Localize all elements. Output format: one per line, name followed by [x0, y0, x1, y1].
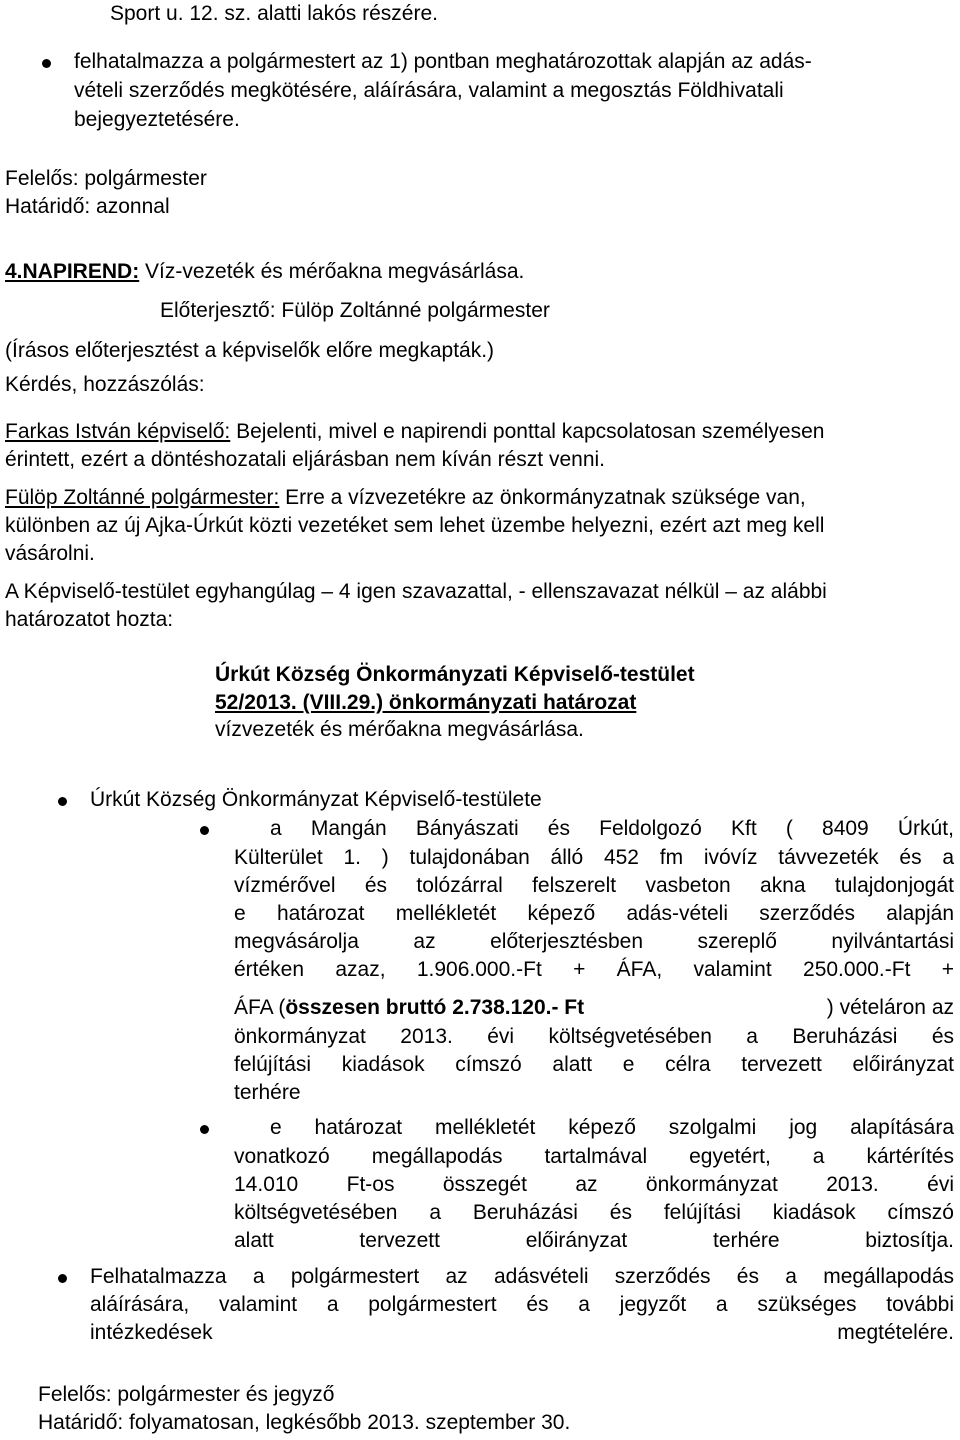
speaker-paragraph-line: különben az új Ajka-Úrkút közti vezetéket sem lehet üzembe helyezni, ezért azt meg kell [5, 514, 825, 537]
bullet-icon [42, 59, 51, 68]
bullet-icon [200, 1125, 209, 1134]
deadline-line: Határidő: azonnal [5, 195, 170, 218]
sub-bullet-paragraph: Külterület 1. ) tulajdonában álló 452 fm ivóvíz távvezeték és a vízmérővel és tolózárral felszerelt vasbeton akna tulajdonjogát e határozat mellékletét képező adás-vételi szerződés alapján megvásárolja az előterjesztésben szereplő nyilvántartási értéken azaz, 1.906.000.-Ft + ÁFA, valamint 250.000.-Ft + [234, 846, 954, 981]
bullet-text-line: bejegyeztetésére. [74, 108, 240, 131]
vote-line: A Képviselő-testület egyhangúlag – 4 igen szavazattal, - ellenszavazat nélkül – az alábbi [5, 580, 827, 603]
resolution-body: Úrkút Község Önkormányzati Képviselő-testület [215, 663, 695, 686]
speaker-paragraph-line: Fülöp Zoltánné polgármester: Erre a vízvezetékre az önkormányzatnak szüksége van, [5, 486, 806, 509]
note-line: (Írásos előterjesztést a képviselők előre megkapták.) [5, 339, 495, 362]
speaker-name: Farkas István képviselő: [5, 420, 231, 443]
total-amount: összesen bruttó 2.738.120.- Ft [285, 996, 585, 1019]
continued-text-line: Sport u. 12. sz. alatti lakós részére. [110, 2, 438, 25]
sub-bullet-paragraph: önkormányzat 2013. évi költségvetésében a Beruházási és felújítási kiadások címszó alatt e célra tervezett előirányzat terhére [234, 1025, 954, 1104]
responsible-line: Felelős: polgármester [5, 167, 207, 190]
sub-bullet-line: a Mangán Bányászati és Feldolgozó Kft ( 8409 Úrkút, [270, 817, 954, 840]
decision-lead: Úrkút Község Önkormányzat Képviselő-testülete [90, 788, 542, 811]
resolution-number: 52/2013. (VIII.29.) önkormányzati határozat [215, 691, 637, 714]
speaker-paragraph-line: vásárolni. [5, 542, 95, 565]
bullet-icon [200, 826, 209, 835]
agenda-number: 4.NAPIREND: [5, 260, 140, 283]
bullet-icon [58, 797, 67, 806]
bullet-text-line: felhatalmazza a polgármestert az 1) pontban meghatározottak alapján az adás- [74, 50, 812, 73]
speaker-paragraph-line: Farkas István képviselő: Bejelenti, mivel e napirendi ponttal kapcsolatosan személyesen [5, 420, 825, 443]
agenda-title: Víz-vezeték és mérőakna megvásárlása. [139, 260, 525, 283]
bullet-icon [58, 1274, 67, 1283]
resolution-subject: vízvezeték és mérőakna megvásárlása. [215, 718, 584, 741]
questions-heading: Kérdés, hozzászólás: [5, 373, 205, 396]
sub-bullet-paragraph: vonatkozó megállapodás tartalmával egyetért, a kártérítés 14.010 Ft-os összegét az önkormányzat 2013. évi költségvetésében a Beruházási és felújítási kiadások címszó alatt tervezett előirányzat terhére biztosítja. [234, 1145, 954, 1252]
speaker-name: Fülöp Zoltánné polgármester: [5, 486, 280, 509]
speaker-paragraph-line: érintett, ezért a döntéshozatali eljárásban nem kíván részt venni. [5, 448, 605, 471]
final-bullet-paragraph: Felhatalmazza a polgármestert az adásvételi szerződés és a megállapodás aláírására, valamint a polgármestert és a jegyzőt a szükséges további intézkedések megtételére. [90, 1265, 954, 1344]
responsible-line: Felelős: polgármester és jegyző [38, 1383, 335, 1406]
deadline-line: Határidő: folyamatosan, legkésőbb 2013. szeptember 30. [38, 1411, 571, 1434]
sub-bullet-line: e határozat mellékletét képező szolgalmi jog alapítására [270, 1116, 954, 1139]
presenter-line: Előterjesztő: Fülöp Zoltánné polgármester [160, 299, 550, 322]
vote-line: határozatot hozta: [5, 608, 174, 631]
bullet-text-line: vételi szerződés megkötésére, aláírására, valamint a megosztás Földhivatali [74, 79, 784, 102]
agenda-heading [5, 258, 524, 286]
sub-bullet-line: ÁFA (összesen bruttó 2.738.120.- Ft ) vételáron az [234, 996, 954, 1019]
